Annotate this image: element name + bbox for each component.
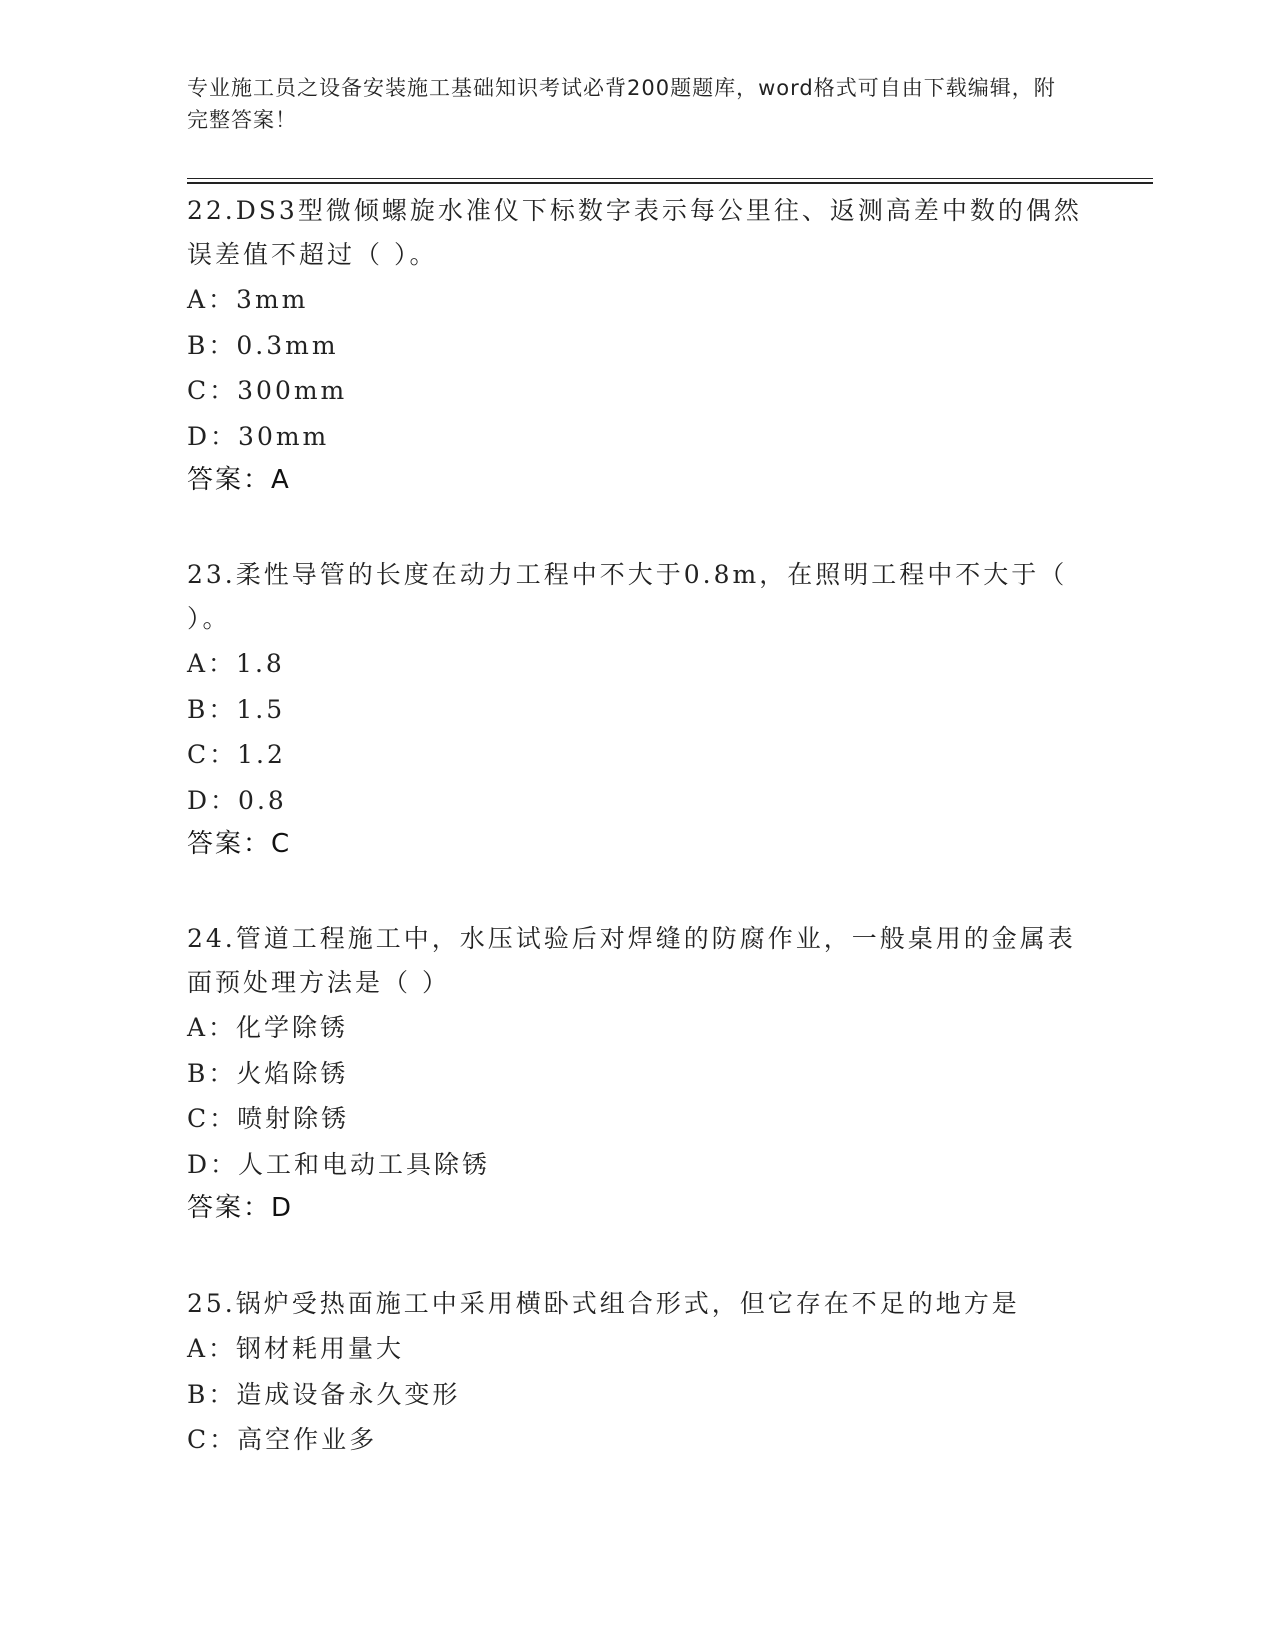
document-header: 专业施工员之设备安装施工基础知识考试必背200题题库，word格式可自由下载编辑，附完整答案！ [187,76,1056,132]
answer-line: 答案：D [187,1193,294,1223]
option-b: B：1.5 [187,694,286,724]
option-a: A：3mm [187,285,309,314]
option-b: B：0.3mm [187,330,339,360]
option-c: C：1.2 [187,740,286,769]
option-b: B：火焰除锈 [187,1058,349,1088]
option-a: A：1.8 [187,649,285,678]
answer-line: 答案：C [187,829,292,859]
header-divider-thick [187,182,1153,184]
option-c: C：300mm [187,376,348,405]
question-22 [187,189,1087,501]
question-text: 24.管道工程施工中，水压试验后对焊缝的防腐作业，一般桌用的金属表面预处理方法是（ ） [187,924,1076,997]
option-b: B：造成设备永久变形 [187,1379,461,1409]
question-24 [187,917,1087,1229]
question-23 [187,553,1087,865]
question-25 [187,1282,1087,1463]
option-c: C：喷射除锈 [187,1104,350,1133]
question-text: 22.DS3型微倾螺旋水准仪下标数字表示每公里往、返测高差中数的偶然误差值不超过（ ）。 [187,196,1082,269]
option-a: A：化学除锈 [187,1013,349,1042]
answer-line: 答案：A [187,465,291,495]
question-text: 25.锅炉受热面施工中采用横卧式组合形式，但它存在不足的地方是 [187,1289,1020,1318]
question-text: 23.柔性导管的长度在动力工程中不大于0.8m，在照明工程中不大于（ ）。 [187,560,1068,633]
option-d: D：30mm [187,421,330,451]
option-d: D：0.8 [187,785,287,815]
option-c: C：高空作业多 [187,1425,378,1454]
option-d: D：人工和电动工具除锈 [187,1149,491,1179]
option-a: A：钢材耗用量大 [187,1334,405,1363]
header-divider-thin [187,178,1153,179]
